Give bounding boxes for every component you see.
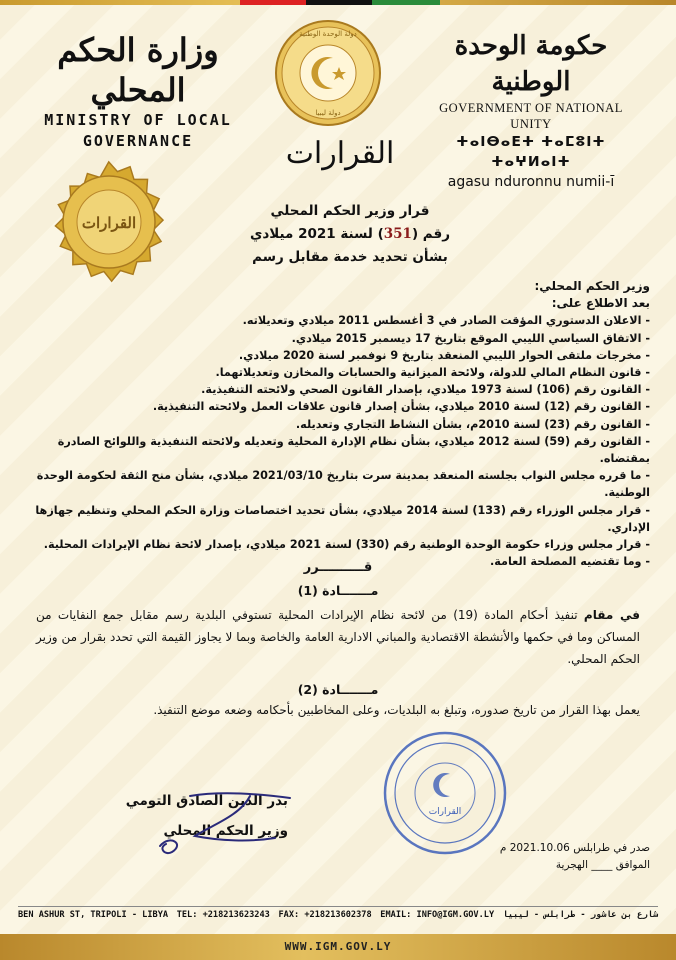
ministry-name-ar: وزارة الحكم المحلي: [57, 31, 219, 109]
stamp-text: القرارات: [428, 807, 462, 817]
decision-number-line: [200, 223, 500, 246]
decision-number-prefix: رقم (: [411, 226, 451, 242]
footer-tel: TEL: +218213623243: [176, 910, 270, 920]
issue-info: [390, 840, 650, 874]
signatory-title: وزير الحكم المحلي: [163, 823, 288, 839]
reference-item: - وما تقتضيه المصلحة العامة.: [490, 555, 650, 569]
reference-item: - الاتفاق السياسي الليبي الموقع بتاريخ 17 ديسمبر 2015 ميلادي.: [291, 331, 650, 345]
footer-address-ar: شارع بن عاشور - طرابلس - ليبيا: [502, 910, 658, 920]
reference-item: - القانون رقم (59) لسنة 2012 ميلادي، بشأن نظام الإدارة المحلية وتعديله ولائحته التنفيذية واللوائح الصادرة بمقتضاه.: [57, 434, 650, 466]
decision-number-suffix: ) لسنة 2021 ميلادي: [249, 226, 384, 242]
government-name-en: GOVERNMENT OF NATIONAL UNITY: [439, 101, 623, 131]
minister-label: وزير الحكم المحلي:: [534, 279, 650, 293]
preamble: [30, 278, 650, 570]
handwritten-signature: [100, 786, 320, 866]
decision-title-block: [200, 200, 500, 269]
article-1-heading: مـــــــادة (1): [297, 583, 379, 598]
hijri-label: الموافق: [615, 859, 650, 871]
issue-place: صدر في طرابلس: [573, 842, 650, 854]
decision-title-line1: قرار وزير الحكم المحلي: [270, 203, 430, 219]
reference-item: - الاعلان الدستوري المؤقت الصادر في 3 أغسطس 2011 ميلادي وتعديلاته.: [242, 314, 650, 328]
reference-item: - القانون رقم (23) لسنة 2010م، بشأن النشاط التجاري وتعديله.: [295, 417, 650, 431]
government-name-tifinagh: ⵜⴰⵏⴱⴰⴹⵜ ⵜⴰⵎⵓⵏⵜ ⵜⴰⵖⵍⴰⵏⵜ: [456, 134, 606, 170]
decree-heading: قــــــــــرر: [303, 560, 373, 575]
article-1-text: [36, 604, 640, 670]
ministry-name-en-1: MINISTRY OF LOCAL: [44, 111, 232, 129]
footer-fax: FAX: +218213602378: [278, 910, 372, 920]
footer-divider: [18, 906, 658, 907]
hijri-line: الموافق ____ الهجرية: [555, 859, 650, 871]
footer-address-en: BEN ASHUR ST, TRIPOLI - LIBYA: [18, 910, 169, 920]
decisions-heading: القرارات: [285, 136, 395, 171]
official-stamp: [380, 728, 510, 858]
hijri-calendar: الهجرية: [555, 859, 588, 871]
government-header: [426, 28, 636, 192]
article-2-heading: مـــــــادة (2): [297, 682, 379, 697]
article-1-body: تنفيذ أحكام المادة (19) من لائحة نظام الإيرادات المحلية تستوفي البلدية رسم مقابل جمع النفايات من المساكن وما في حكمها والأنشطة الاقتصادية والمباني الادارية العامة والخاصة وبما لا يجاوز القيمة التي تحدد بقرار من وزير الحكم المحلي.: [36, 608, 640, 666]
footer-contact: [18, 910, 658, 920]
article-1-lead: في مقام: [583, 608, 640, 622]
reference-item: - مخرجات ملتقى الحوار الليبي المنعقد بتاريخ 9 نوفمبر لسنة 2020 ميلادي.: [238, 348, 650, 362]
reference-item: - القانون رقم (106) لسنة 1973 ميلادي، بإصدار القانون الصحي ولائحته التنفيذية.: [201, 383, 650, 397]
government-name-ar: حكومة الوحدة الوطنية: [454, 31, 608, 97]
footer-email[interactable]: EMAIL: INFO@IGM.GOV.LY: [380, 910, 495, 920]
decision-subject: بشأن تحديد خدمة مقابل رسم: [252, 249, 448, 265]
ministry-name-en-2: GOVERNANCE: [82, 132, 194, 150]
reference-item: - قرار مجلس الوزراء رقم (133) لسنة 2014 ميلادي، بشأن تحديد اختصاصات وزارة الحكم المحلي وتنظيم جهازها الإداري.: [35, 503, 650, 534]
government-name-amazigh-latin: agasu nduronnu numii-ī: [447, 174, 615, 190]
article-2-text: يعمل بهذا القرار من تاريخ صدوره، وتبلغ به البلديات، وعلى المخاطبين بأحكامه وضعه موضع التنفيذ.: [153, 703, 640, 717]
gnu-emblem: [273, 18, 383, 128]
signatory-name: بدر الدين الصادق التومي: [125, 793, 288, 809]
footer: [0, 906, 676, 960]
after-review-label: بعد الاطلاع على:: [551, 296, 650, 311]
footer-website[interactable]: WWW.IGM.GOV.LY: [284, 940, 392, 953]
emblem-text-top: دولة الوحدة الوطنية: [299, 30, 357, 38]
legal-references: [30, 312, 650, 570]
decision-number: 351: [383, 226, 412, 242]
issue-line: [390, 840, 650, 857]
top-flag-bar: [240, 0, 440, 5]
reference-item: - قرار مجلس وزراء حكومة الوحدة الوطنية رقم (330) لسنة 2021 ميلادي، بإصدار لائحة نظام الإيرادات المحلية.: [43, 538, 650, 552]
issue-date: 2021.10.06: [509, 842, 570, 854]
ministry-header: [28, 30, 248, 152]
reference-item: - ما قرره مجلس النواب بجلسته المنعقد بمدينة سرت بتاريخ 2021/03/10 ميلادي، بشأن منح الثقة لحكومة الوحدة الوطنية.: [36, 469, 650, 500]
issue-unit: م: [499, 842, 507, 854]
gold-seal-text: القرارات: [81, 214, 137, 232]
emblem-text-bottom: دولة ليبيا: [315, 109, 341, 117]
reference-item: - القانون رقم (12) لسنة 2010 ميلادي، بشأن إصدار قانون علاقات العمل ولائحته التنفيذية.: [152, 400, 650, 414]
footer-website-bar: [0, 934, 676, 960]
reference-item: - قانون النظام المالي للدولة، ولائحة الميزانية والحسابات والمخازن وتعديلاتهما.: [215, 366, 650, 380]
